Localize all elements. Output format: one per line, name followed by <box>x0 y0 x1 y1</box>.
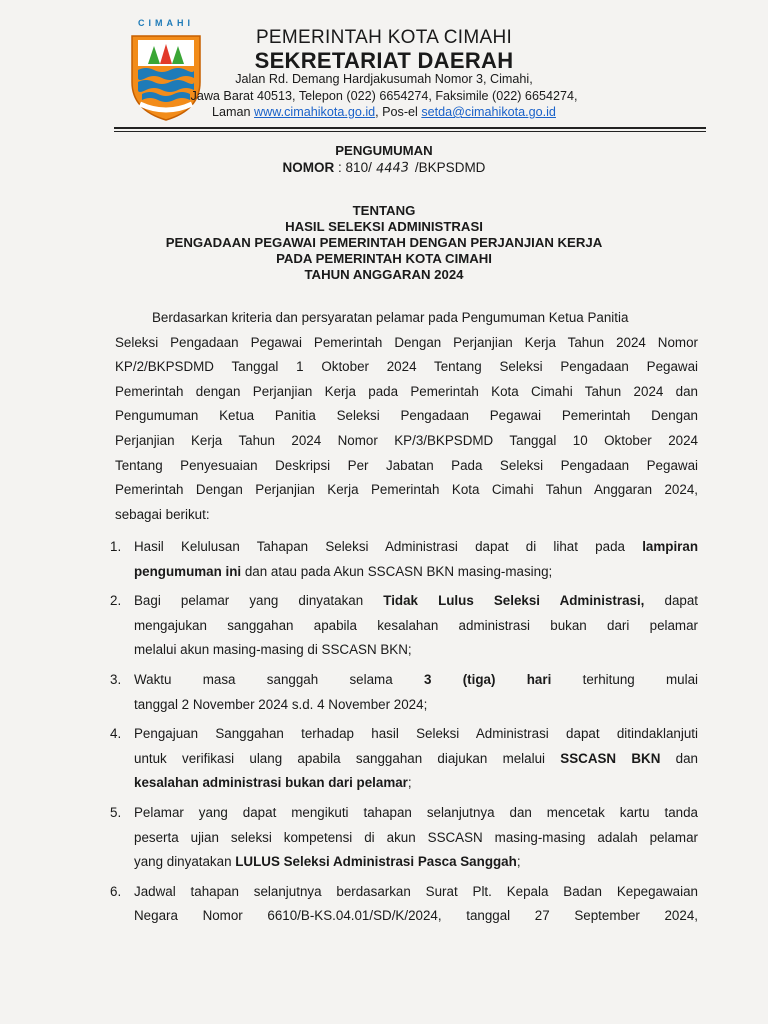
list-line: melalui akun masing-masing di SSCASN BKN; <box>134 642 412 658</box>
list-item <box>110 722 698 796</box>
list-number: 1. <box>110 539 122 554</box>
announcement-list <box>110 535 698 934</box>
nomor-suffix: /BKPSDMD <box>414 160 486 175</box>
document-number <box>0 160 768 176</box>
list-line: Jadwal tahapan selanjutnya berdasarkan Surat Plt. Kepala Badan Kepegawaian <box>134 883 698 899</box>
paragraph-line: Pengumuman Ketua Panitia Seleksi Pengadaan Pegawai Pemerintah Dengan <box>115 408 698 424</box>
paragraph-line: Perjanjian Kerja Tahun 2024 Nomor KP/3/BKPSDMD Tanggal 10 Oktober 2024 <box>115 432 698 448</box>
subject-line-2: PENGADAAN PEGAWAI PEMERINTAH DENGAN PERJANJIAN KERJA <box>165 235 603 250</box>
list-item <box>110 801 698 875</box>
address-line-3 <box>0 105 768 119</box>
list-item <box>110 589 698 663</box>
paragraph-line: Berdasarkan kriteria dan persyaratan pelamar pada Pengumuman Ketua Panitia <box>152 310 629 325</box>
list-line: Hasil Kelulusan Tahapan Seleksi Administrasi dapat di lihat pada lampiran <box>134 539 698 554</box>
paragraph-line: Seleksi Pengadaan Pegawai Pemerintah Dengan Perjanjian Kerja Tahun 2024 Nomor <box>115 334 698 350</box>
opening-paragraph <box>115 306 698 527</box>
subject-line-3: PADA PEMERINTAH KOTA CIMAHI <box>276 251 492 266</box>
address-line-1: Jalan Rd. Demang Hardjakusumah Nomor 3, Cimahi, <box>235 72 533 86</box>
list-number: 5. <box>110 804 122 820</box>
address-email-prefix: , Pos-el <box>375 105 422 119</box>
list-item <box>110 880 698 929</box>
logo-word: CIMAHI <box>138 18 194 28</box>
list-line: tanggal 2 November 2024 s.d. 4 November 2024; <box>134 696 428 712</box>
office-name: SEKRETARIAT DAERAH <box>254 48 514 73</box>
list-line: untuk verifikasi ulang apabila sanggahan diajukan melalui SSCASN BKN dan <box>134 750 698 766</box>
letterhead-divider-thin <box>114 131 706 132</box>
list-line: yang dinyatakan LULUS Seleksi Administrasi Pasca Sanggah; <box>134 854 521 870</box>
list-number: 6. <box>110 883 122 899</box>
list-item <box>110 668 698 717</box>
paragraph-line: sebagai berikut: <box>115 506 210 522</box>
document-heading: PENGUMUMAN <box>335 143 433 158</box>
nomor-handwritten: 4443 <box>375 160 410 177</box>
subject-line-1: HASIL SELEKSI ADMINISTRASI <box>285 219 483 234</box>
list-line: Negara Nomor 6610/B-KS.04.01/SD/K/2024, tanggal 27 September 2024, <box>134 908 698 924</box>
paragraph-line: Pemerintah Dengan Perjanjian Kerja Pemerintah Kota Cimahi Tahun Anggaran 2024, <box>115 482 698 498</box>
list-number: 2. <box>110 593 122 609</box>
paragraph-line: KP/2/BKPSDMD Tanggal 1 Oktober 2024 Tentang Seleksi Pengadaan Pegawai <box>115 359 698 375</box>
nomor-label: NOMOR <box>282 160 335 175</box>
address-website-prefix: Laman <box>212 105 255 119</box>
list-item <box>110 535 698 584</box>
paragraph-line: Tentang Penyesuaian Deskripsi Per Jabatan Pada Seleksi Pengadaan Pegawai <box>115 457 698 473</box>
tentang-heading: TENTANG <box>352 203 416 218</box>
paragraph-line: Pemerintah dengan Perjanjian Kerja pada Pemerintah Kota Cimahi Tahun 2024 dan <box>115 383 698 399</box>
list-number: 4. <box>110 726 122 742</box>
address-line-2: Jawa Barat 40513, Telepon (022) 6654274, Faksimile (022) 6654274, <box>190 89 578 103</box>
letterhead-divider-thick <box>114 127 706 129</box>
list-line: Waktu masa sanggah selama 3 (tiga) hari terhitung mulai <box>134 671 699 687</box>
list-line: Pengajuan Sanggahan terhadap hasil Seleksi Administrasi dapat ditindaklanjuti <box>134 726 698 742</box>
list-number: 3. <box>110 671 122 687</box>
list-line: peserta ujian seleksi kompetensi di akun SSCASN masing-masing adalah pelamar <box>134 829 698 845</box>
website-link[interactable]: www.cimahikota.go.id <box>254 105 376 119</box>
subject-line-4: TAHUN ANGGARAN 2024 <box>304 267 464 282</box>
list-line: mengajukan sanggahan apabila kesalahan administrasi bukan dari pelamar <box>134 617 698 633</box>
list-line: Pelamar yang dapat mengikuti tahapan selanjutnya dan mencetak kartu tanda <box>134 804 698 820</box>
government-name: PEMERINTAH KOTA CIMAHI <box>255 27 513 48</box>
list-line: Bagi pelamar yang dinyatakan Tidak Lulus Seleksi Administrasi, dapat <box>134 593 699 609</box>
nomor-prefix: : 810/ <box>334 160 372 175</box>
email-link[interactable]: setda@cimahikota.go.id <box>421 105 556 119</box>
list-line: kesalahan administrasi bukan dari pelamar; <box>134 775 412 791</box>
list-line: pengumuman ini dan atau pada Akun SSCASN BKN masing-masing; <box>134 563 553 579</box>
